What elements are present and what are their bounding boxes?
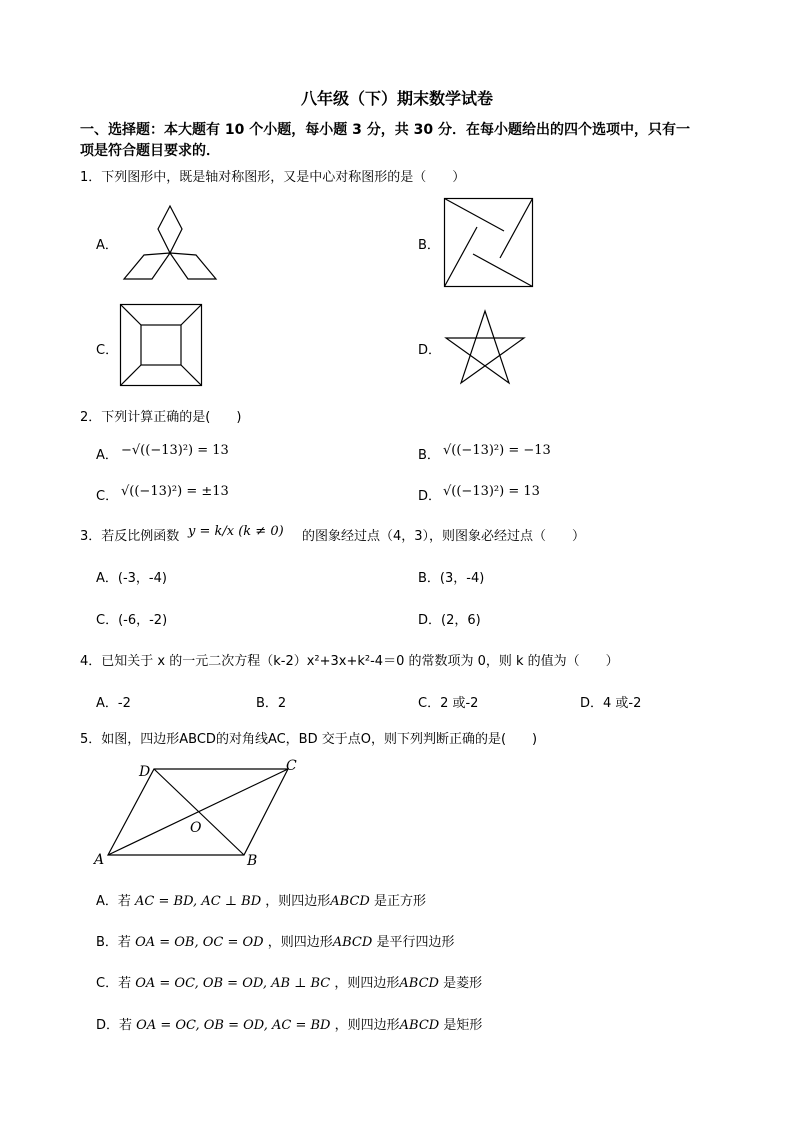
q5-option-b-shape: ABCD bbox=[332, 935, 373, 950]
q5-vertex-b-label: B bbox=[247, 853, 258, 869]
q5-option-a-shape: ABCD bbox=[330, 894, 370, 909]
q5-option-c-condition: OA = OC, OB = OD, AB ⊥ BC bbox=[135, 976, 331, 991]
q5-option-b-conclusion: 是平行四边形 bbox=[376, 935, 455, 950]
q2-option-d-label: D． bbox=[418, 489, 442, 504]
q2-option-c-label: C． bbox=[96, 489, 119, 504]
q5-option-d-post: ，则四边形 bbox=[334, 1018, 400, 1033]
q1-option-d-label: D． bbox=[418, 343, 442, 358]
q1-figure-b-pinwheel-square bbox=[444, 198, 534, 288]
q5-center-o-label: O bbox=[190, 820, 202, 836]
q5-option-c-conclusion: 是菱形 bbox=[443, 976, 483, 991]
q5-vertex-d-label: D bbox=[139, 764, 151, 780]
q5-option-b-prefix: B．若 bbox=[96, 935, 131, 950]
q2-option-b-label: B． bbox=[418, 448, 440, 463]
q5-option-a bbox=[96, 890, 426, 909]
q2-stem: 2．下列计算正确的是( ) bbox=[80, 410, 242, 425]
q5-option-d-conclusion: 是矩形 bbox=[443, 1018, 483, 1033]
q4-option-b: B．2 bbox=[256, 696, 287, 711]
q3-option-b: B．(3，-4) bbox=[418, 571, 485, 586]
q3-option-d: D．(2，6) bbox=[418, 613, 481, 628]
q2-option-a-expression: −√((−13)²) = 13 bbox=[121, 443, 229, 458]
q5-option-d-shape: ABCD bbox=[399, 1018, 440, 1033]
q4-option-d: D．4 或-2 bbox=[580, 696, 642, 711]
q5-option-b-condition: OA = OB, OC = OD bbox=[135, 935, 264, 950]
q3-option-c: C．(-6，-2) bbox=[96, 613, 168, 628]
q1-option-a-label: A． bbox=[96, 238, 118, 253]
q1-figure-d-pentagram bbox=[444, 310, 526, 384]
q5-option-b-post: ，则四边形 bbox=[267, 935, 333, 950]
q2-option-c-expression: √((−13)²) = ±13 bbox=[121, 484, 229, 499]
q1-figure-c-frame-square bbox=[120, 304, 203, 387]
q5-option-a-prefix: A．若 bbox=[96, 894, 131, 909]
q2-option-a-label: A． bbox=[96, 448, 118, 463]
q3-function-expression: y = k/x (k ≠ 0) bbox=[188, 524, 284, 539]
q5-option-c-post: ，则四边形 bbox=[334, 976, 400, 991]
q1-figure-a-three-rhombus bbox=[120, 205, 220, 281]
q2-option-b-expression: √((−13)²) = −13 bbox=[443, 443, 551, 458]
q3-option-a: A．(-3，-4) bbox=[96, 571, 167, 586]
q3-stem-suffix: 的图象经过点（4，3），则图象必经过点（ ） bbox=[302, 529, 586, 544]
q1-option-c-label: C． bbox=[96, 343, 119, 358]
q5-option-d bbox=[96, 1014, 482, 1033]
q5-option-d-condition: OA = OC, OB = OD, AC = BD bbox=[136, 1018, 331, 1033]
q4-stem: 4．已知关于 x 的一元二次方程（k-2）x²+3x+k²-4＝0 的常数项为 0，则 k 的值为（ ） bbox=[80, 654, 619, 669]
q1-option-b-label: B． bbox=[418, 238, 440, 253]
exam-title: 八年级（下）期末数学试卷 bbox=[300, 89, 493, 108]
q4-option-a: A．-2 bbox=[96, 696, 131, 711]
q5-option-a-post: ，则四边形 bbox=[265, 894, 331, 909]
section-heading-line2: 项是符合题目要求的． bbox=[80, 143, 220, 159]
q5-option-c-shape: ABCD bbox=[399, 976, 439, 991]
section-heading-line1: 一、选择题：本大题有 10 个小题，每小题 3 分，共 30 分．在每小题给出的四个选项中，只有一 bbox=[80, 122, 690, 138]
q5-option-a-condition: AC = BD, AC ⊥ BD bbox=[135, 894, 262, 909]
q2-option-d-expression: √((−13)²) = 13 bbox=[443, 484, 540, 499]
q3-stem-prefix: 3．若反比例函数 bbox=[80, 529, 180, 544]
q5-vertex-a-label: A bbox=[94, 852, 105, 868]
q5-option-b bbox=[96, 931, 454, 950]
q5-stem: 5．如图，四边形ABCD的对角线AC，BD 交于点O，则下列判断正确的是( ) bbox=[80, 732, 538, 747]
q5-option-c-prefix: C．若 bbox=[96, 976, 132, 991]
q5-option-c bbox=[96, 972, 482, 991]
q5-option-a-conclusion: 是正方形 bbox=[373, 894, 426, 909]
q5-option-d-prefix: D．若 bbox=[96, 1018, 133, 1033]
q5-figure-quadrilateral bbox=[92, 756, 312, 868]
q4-option-c: C．2 或-2 bbox=[418, 696, 479, 711]
q5-vertex-c-label: C bbox=[286, 758, 297, 774]
q1-stem: 1．下列图形中，既是轴对称图形，又是中心对称图形的是（ ） bbox=[80, 170, 466, 185]
